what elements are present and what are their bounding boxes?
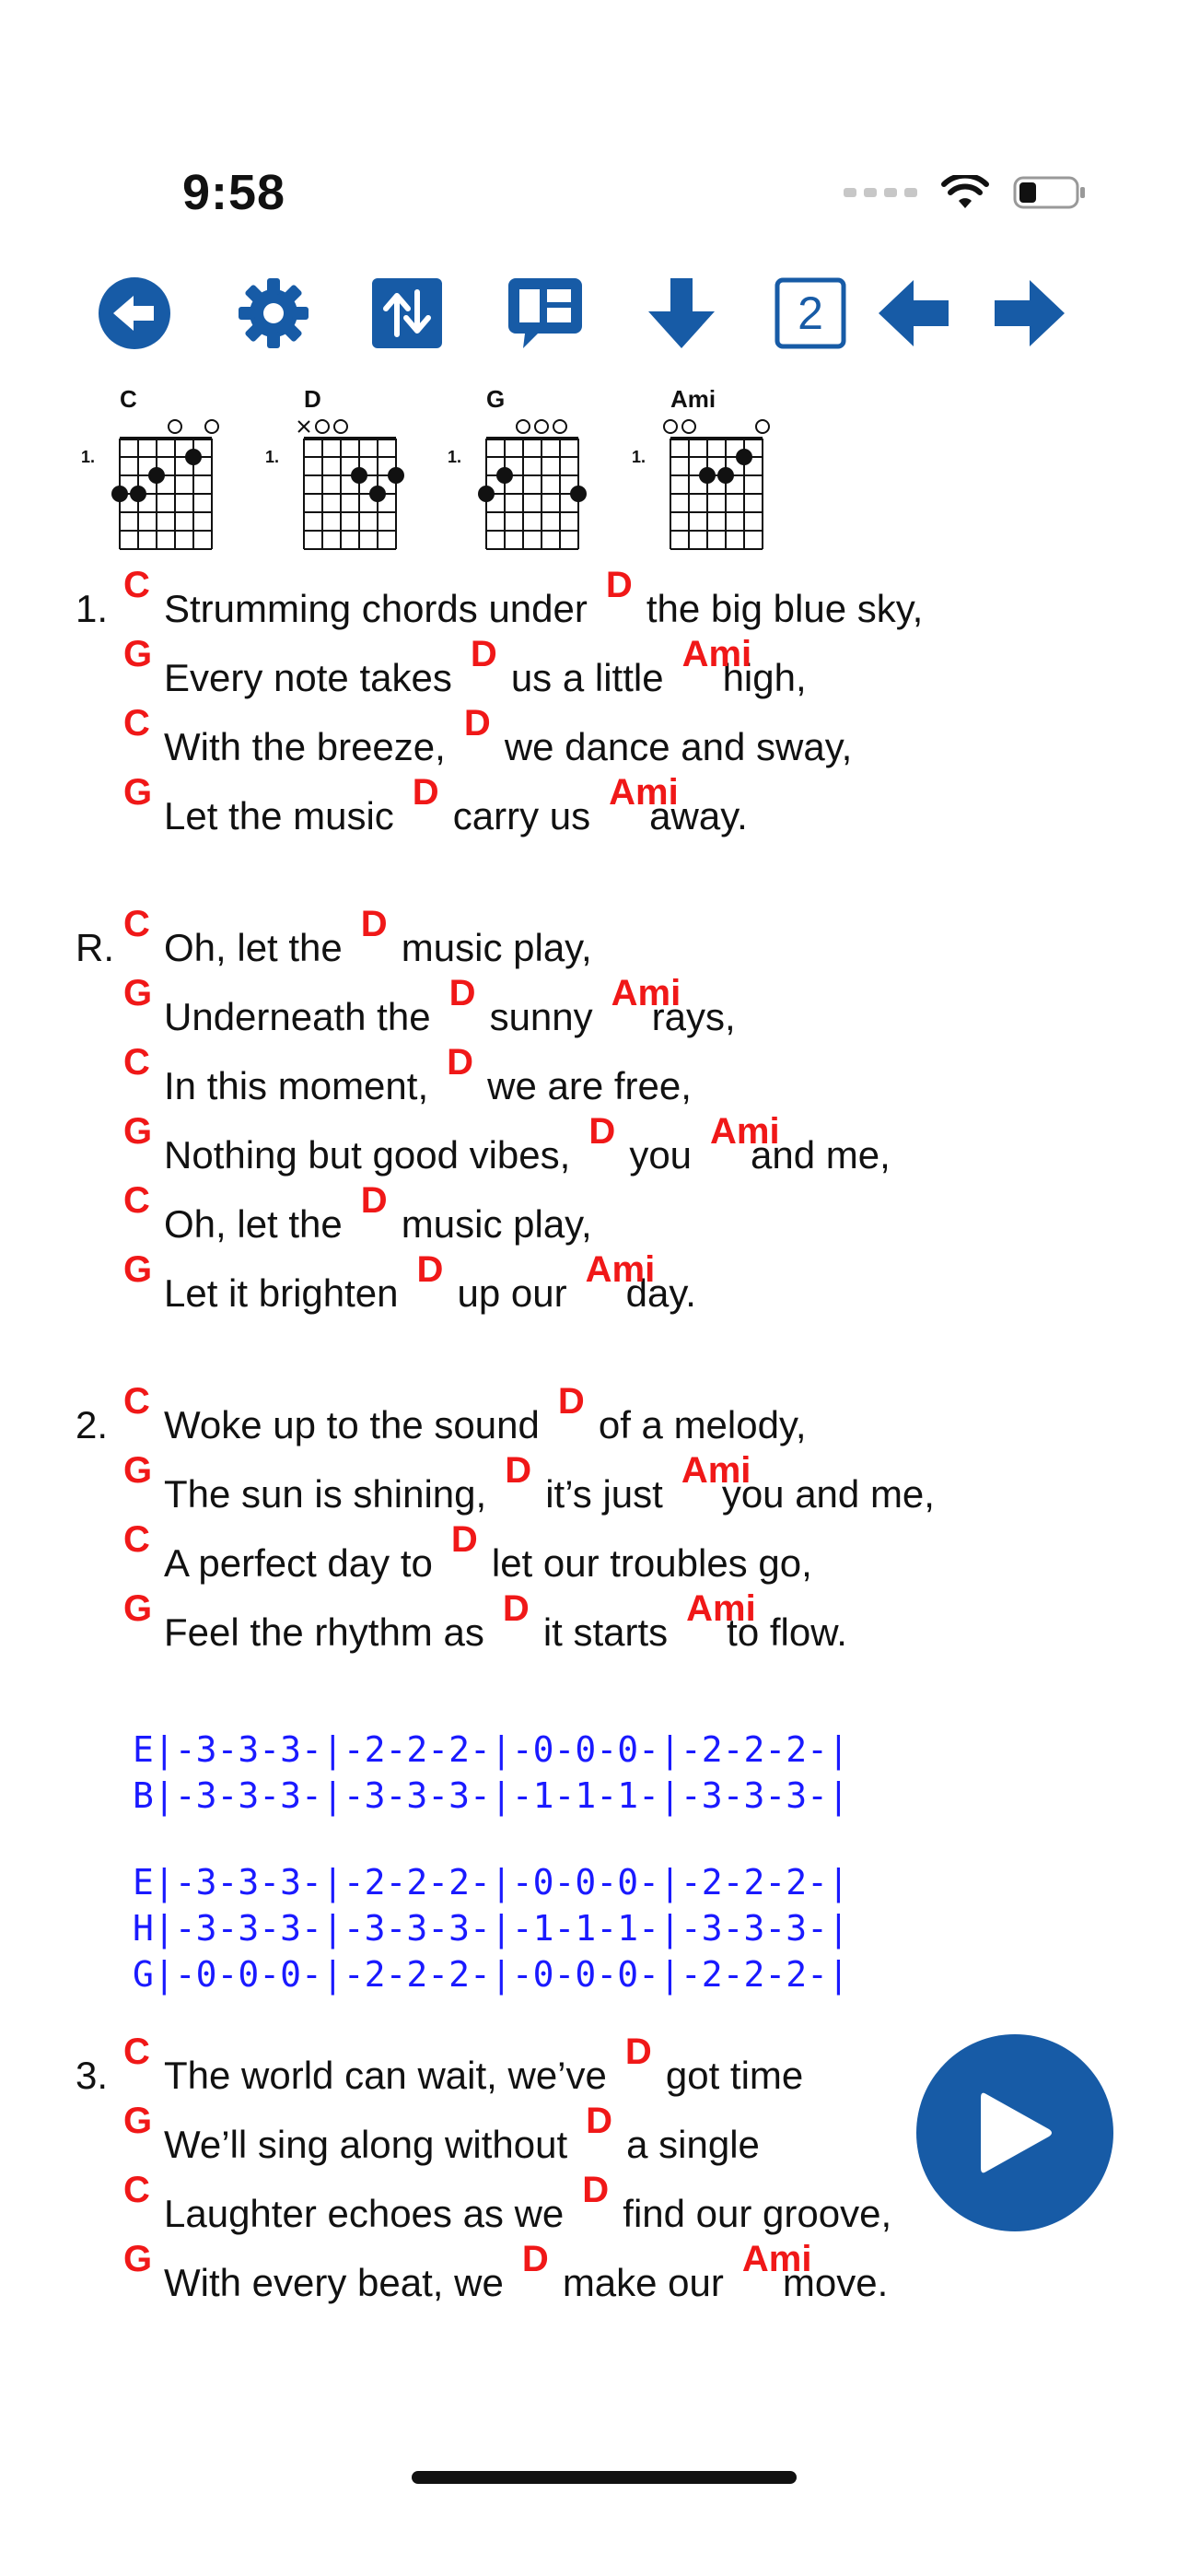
chord-marker[interactable]: G xyxy=(123,1450,153,1491)
chord-marker[interactable]: D xyxy=(360,904,388,944)
chord-marker[interactable]: Ami xyxy=(585,1249,656,1290)
chord-segment xyxy=(123,1111,588,1177)
chord-marker[interactable]: Ami xyxy=(741,2239,812,2279)
lyric-text: Every note takes xyxy=(164,656,452,699)
transpose-icon xyxy=(371,277,443,349)
lyric-line xyxy=(76,1381,1135,1457)
chord-marker[interactable]: D xyxy=(412,772,439,813)
chord-marker[interactable]: D xyxy=(605,565,633,605)
lyric-text: away. xyxy=(649,794,748,837)
chord-segment xyxy=(450,1519,831,1586)
stanza-label: R. xyxy=(76,926,114,969)
chord-segment xyxy=(123,1519,451,1586)
chord-segment xyxy=(123,2239,522,2305)
chord-diagram-d xyxy=(256,385,413,560)
chord-segment xyxy=(605,565,941,631)
chord-segment xyxy=(123,1180,361,1247)
chord-segment xyxy=(624,2032,821,2098)
chord-marker[interactable]: D xyxy=(447,1042,473,1083)
previous-arrow-icon xyxy=(877,278,950,348)
lyric-text: up our xyxy=(457,1271,567,1315)
lyric-text: got time xyxy=(665,2054,804,2097)
lyric-line xyxy=(76,973,1135,1048)
status-bar xyxy=(0,0,1188,240)
chord-marker[interactable]: D xyxy=(624,2032,652,2072)
chord-segment xyxy=(123,634,471,700)
chord-marker[interactable]: G xyxy=(123,2239,153,2279)
stanza-label: 3. xyxy=(76,2054,109,2097)
chord-segment xyxy=(609,772,766,838)
chord-marker[interactable]: C xyxy=(123,565,150,605)
chord-grid xyxy=(623,385,779,560)
lyric-text: The sun is shining, xyxy=(164,1472,487,1516)
stanza xyxy=(76,565,1135,848)
chord-segment xyxy=(448,973,611,1039)
lyric-text: A perfect day to xyxy=(164,1541,433,1585)
previous-button[interactable] xyxy=(875,275,952,352)
chord-segment xyxy=(123,1450,505,1516)
stanza xyxy=(76,1381,1135,1664)
lyric-text: the big blue sky, xyxy=(646,587,924,630)
chord-marker[interactable]: D xyxy=(557,1381,585,1422)
stanza xyxy=(76,904,1135,1325)
chord-marker[interactable]: G xyxy=(123,1249,153,1290)
lyric-line xyxy=(76,1249,1135,1325)
chord-segment xyxy=(588,1111,710,1177)
lyric-text: of a melody, xyxy=(598,1403,807,1446)
lyric-text: carry us xyxy=(452,794,591,837)
wifi-icon xyxy=(941,175,989,210)
lyric-text: Strumming chords under xyxy=(164,587,588,630)
chord-marker[interactable]: D xyxy=(586,2101,613,2141)
lyric-text: music play, xyxy=(401,926,592,969)
home-indicator xyxy=(412,2471,797,2484)
chord-segment xyxy=(123,2032,625,2098)
lyric-text: With the breeze, xyxy=(164,725,446,768)
tab-row: E|-3-3-3-|-2-2-2-|-0-0-0-|-2-2-2-| xyxy=(133,1862,849,1903)
chord-segment xyxy=(582,2170,910,2236)
fret-label: 1. xyxy=(265,448,280,466)
lyric-text: day. xyxy=(625,1271,696,1315)
chord-marker[interactable]: D xyxy=(588,1111,616,1152)
lyric-text: The world can wait, we’ve xyxy=(164,2054,607,2097)
lyric-text: Oh, let the xyxy=(164,926,343,969)
lyric-line xyxy=(76,1519,1135,1595)
chord-name: D xyxy=(304,385,321,413)
lyric-text: it starts xyxy=(542,1610,669,1654)
lyric-text: music play, xyxy=(401,1202,592,1246)
chord-marker[interactable]: Ami xyxy=(611,973,681,1013)
play-icon xyxy=(973,2089,1056,2177)
back-arrow-icon xyxy=(97,275,172,351)
chord-marker[interactable]: D xyxy=(521,2239,549,2279)
chord-marker[interactable]: Ami xyxy=(710,1111,780,1152)
chord-segment xyxy=(586,2101,778,2167)
chord-segment xyxy=(557,1381,825,1447)
chord-marker[interactable]: G xyxy=(123,634,153,674)
lyric-text: sunny xyxy=(489,995,593,1038)
lyric-text: With every beat, we xyxy=(164,2261,504,2304)
chord-marker[interactable]: D xyxy=(505,1450,532,1491)
status-icons xyxy=(844,175,1087,210)
lyric-text: Woke up to the sound xyxy=(164,1403,540,1446)
play-button[interactable] xyxy=(916,2034,1113,2231)
lyric-text: us a little xyxy=(510,656,664,699)
chord-marker[interactable]: D xyxy=(416,1249,444,1290)
chord-segment xyxy=(710,1111,909,1177)
status-time: 9:58 xyxy=(182,165,286,220)
fret-label: 1. xyxy=(81,448,96,466)
lyric-text: move. xyxy=(782,2261,889,2304)
chord-segment xyxy=(360,1180,611,1247)
lyric-line xyxy=(76,1180,1135,1256)
chord-grid xyxy=(256,385,413,560)
tab-row: G|-0-0-0-|-2-2-2-|-0-0-0-|-2-2-2-| xyxy=(133,1954,849,1995)
lyric-text: Underneath the xyxy=(164,995,431,1038)
chord-segment xyxy=(123,1042,447,1108)
lyric-text: Laughter echoes as we xyxy=(164,2192,565,2235)
transpose-button[interactable] xyxy=(368,275,446,352)
chord-segment xyxy=(412,772,609,838)
lyric-text: Let the music xyxy=(164,794,394,837)
tab-row: B|-3-3-3-|-3-3-3-|-1-1-1-|-3-3-3-| xyxy=(133,1775,849,1816)
chord-marker[interactable]: G xyxy=(123,973,153,1013)
chord-marker[interactable]: C xyxy=(123,2032,150,2072)
tablature-block xyxy=(76,1859,1135,1997)
lyric-line xyxy=(76,565,1135,640)
chord-diagram-g xyxy=(438,385,595,560)
lyric-text: a single xyxy=(626,2123,760,2166)
lyric-text: We’ll sing along without xyxy=(164,2123,568,2166)
chat-layout-icon xyxy=(507,275,584,352)
chord-marker[interactable]: D xyxy=(470,634,497,674)
chord-segment xyxy=(470,634,682,700)
lyric-line xyxy=(76,772,1135,848)
chord-segment xyxy=(585,1249,715,1316)
lyric-text: you xyxy=(629,1133,693,1177)
chord-segment xyxy=(123,772,413,838)
lyric-line xyxy=(76,1111,1135,1187)
lyric-line xyxy=(76,1042,1135,1118)
chord-marker[interactable]: G xyxy=(123,772,153,813)
toolbar xyxy=(92,275,1105,357)
chord-diagram-ami xyxy=(623,385,779,560)
cellular-icon xyxy=(844,188,917,197)
chord-segment xyxy=(681,634,825,700)
chord-segment xyxy=(611,973,754,1039)
chord-segment xyxy=(123,973,449,1039)
chord-segment xyxy=(123,1588,503,1655)
lyric-line xyxy=(76,1588,1135,1664)
lyric-text: make our xyxy=(562,2261,724,2304)
chord-grid xyxy=(72,385,228,560)
stanza-label: 1. xyxy=(76,587,109,630)
chord-segment xyxy=(123,2101,586,2167)
chord-marker[interactable]: C xyxy=(123,1519,150,1560)
lyric-line xyxy=(76,1450,1135,1526)
lyric-line xyxy=(76,904,1135,979)
lyric-line xyxy=(76,2239,1135,2314)
chord-segment xyxy=(123,1249,417,1316)
lyric-text: Nothing but good vibes, xyxy=(164,1133,571,1177)
chord-marker[interactable]: C xyxy=(123,1042,150,1083)
chord-segment xyxy=(123,2170,582,2236)
fret-label: 1. xyxy=(632,448,646,466)
chord-segment xyxy=(123,904,361,970)
chord-segment xyxy=(521,2239,742,2305)
chord-grid xyxy=(438,385,595,560)
lyric-text: you and me, xyxy=(721,1472,935,1516)
lyric-text: Let it brighten xyxy=(164,1271,399,1315)
chord-marker[interactable]: D xyxy=(450,1519,478,1560)
chord-marker[interactable]: D xyxy=(360,1180,388,1221)
chord-marker[interactable]: D xyxy=(463,703,491,744)
battery-icon xyxy=(1013,175,1087,210)
lyric-text: Oh, let the xyxy=(164,1202,343,1246)
lyric-text: In this moment, xyxy=(164,1064,429,1107)
lyric-text: we dance and sway, xyxy=(504,725,853,768)
lyric-text: high, xyxy=(722,656,807,699)
chord-segment xyxy=(502,1588,686,1655)
settings-button[interactable] xyxy=(235,275,312,352)
lyric-line xyxy=(76,634,1135,709)
settings-gear-icon xyxy=(237,276,310,350)
chord-name: G xyxy=(486,385,506,413)
lyric-line xyxy=(76,703,1135,779)
chord-marker[interactable]: D xyxy=(502,1588,530,1629)
chord-segment xyxy=(686,1588,866,1655)
chord-marker[interactable]: Ami xyxy=(681,634,752,674)
chord-marker[interactable]: C xyxy=(123,904,150,944)
chord-marker[interactable]: Ami xyxy=(681,1450,751,1491)
chord-diagram-c xyxy=(72,385,228,560)
chord-marker[interactable]: C xyxy=(123,2170,150,2210)
chord-segment xyxy=(741,2239,906,2305)
chord-segment xyxy=(360,904,611,970)
chord-segment xyxy=(505,1450,681,1516)
lyric-text: to flow. xyxy=(727,1610,847,1654)
chord-name: C xyxy=(120,385,137,413)
chord-diagrams xyxy=(72,385,809,560)
lyric-text: and me, xyxy=(751,1133,891,1177)
chord-marker[interactable]: G xyxy=(123,1111,153,1152)
download-button[interactable] xyxy=(643,275,720,352)
chord-marker[interactable]: D xyxy=(582,2170,610,2210)
comments-button[interactable] xyxy=(507,275,584,352)
next-button[interactable] xyxy=(991,275,1068,352)
chord-segment xyxy=(123,565,606,631)
lyric-text: we are free, xyxy=(487,1064,692,1107)
stanza-label: 2. xyxy=(76,1403,109,1446)
chord-marker[interactable]: C xyxy=(123,1180,150,1221)
chord-segment xyxy=(123,1381,558,1447)
chord-segment xyxy=(123,703,464,769)
fret-label: 1. xyxy=(448,448,462,466)
chord-marker[interactable]: C xyxy=(123,1381,150,1422)
chord-marker[interactable]: D xyxy=(448,973,476,1013)
chord-segment xyxy=(681,1450,953,1516)
lyric-text: Feel the rhythm as xyxy=(164,1610,484,1654)
chord-segment xyxy=(447,1042,710,1108)
chord-segment xyxy=(463,703,870,769)
lyric-text: it’s just xyxy=(545,1472,663,1516)
chord-name: Ami xyxy=(670,385,716,413)
tab-row: E|-3-3-3-|-2-2-2-|-0-0-0-|-2-2-2-| xyxy=(133,1729,849,1770)
lyric-text: rays, xyxy=(651,995,736,1038)
chord-marker[interactable]: Ami xyxy=(609,772,679,813)
tab-row: H|-3-3-3-|-3-3-3-|-1-1-1-|-3-3-3-| xyxy=(133,1908,849,1949)
chord-marker[interactable]: C xyxy=(123,703,150,744)
chord-marker[interactable]: Ami xyxy=(686,1588,756,1629)
page-number: 2 xyxy=(798,287,823,339)
chord-marker[interactable]: G xyxy=(123,2101,153,2141)
download-arrow-icon xyxy=(645,276,718,350)
back-button[interactable] xyxy=(96,275,173,352)
lyric-text: find our groove, xyxy=(623,2192,892,2235)
lyric-text: let our troubles go, xyxy=(491,1541,812,1585)
page-number-button[interactable] xyxy=(772,275,849,352)
chord-segment xyxy=(416,1249,586,1316)
chord-marker[interactable]: G xyxy=(123,1588,153,1629)
next-arrow-icon xyxy=(993,278,1066,348)
tablature-block xyxy=(76,1727,1135,1819)
